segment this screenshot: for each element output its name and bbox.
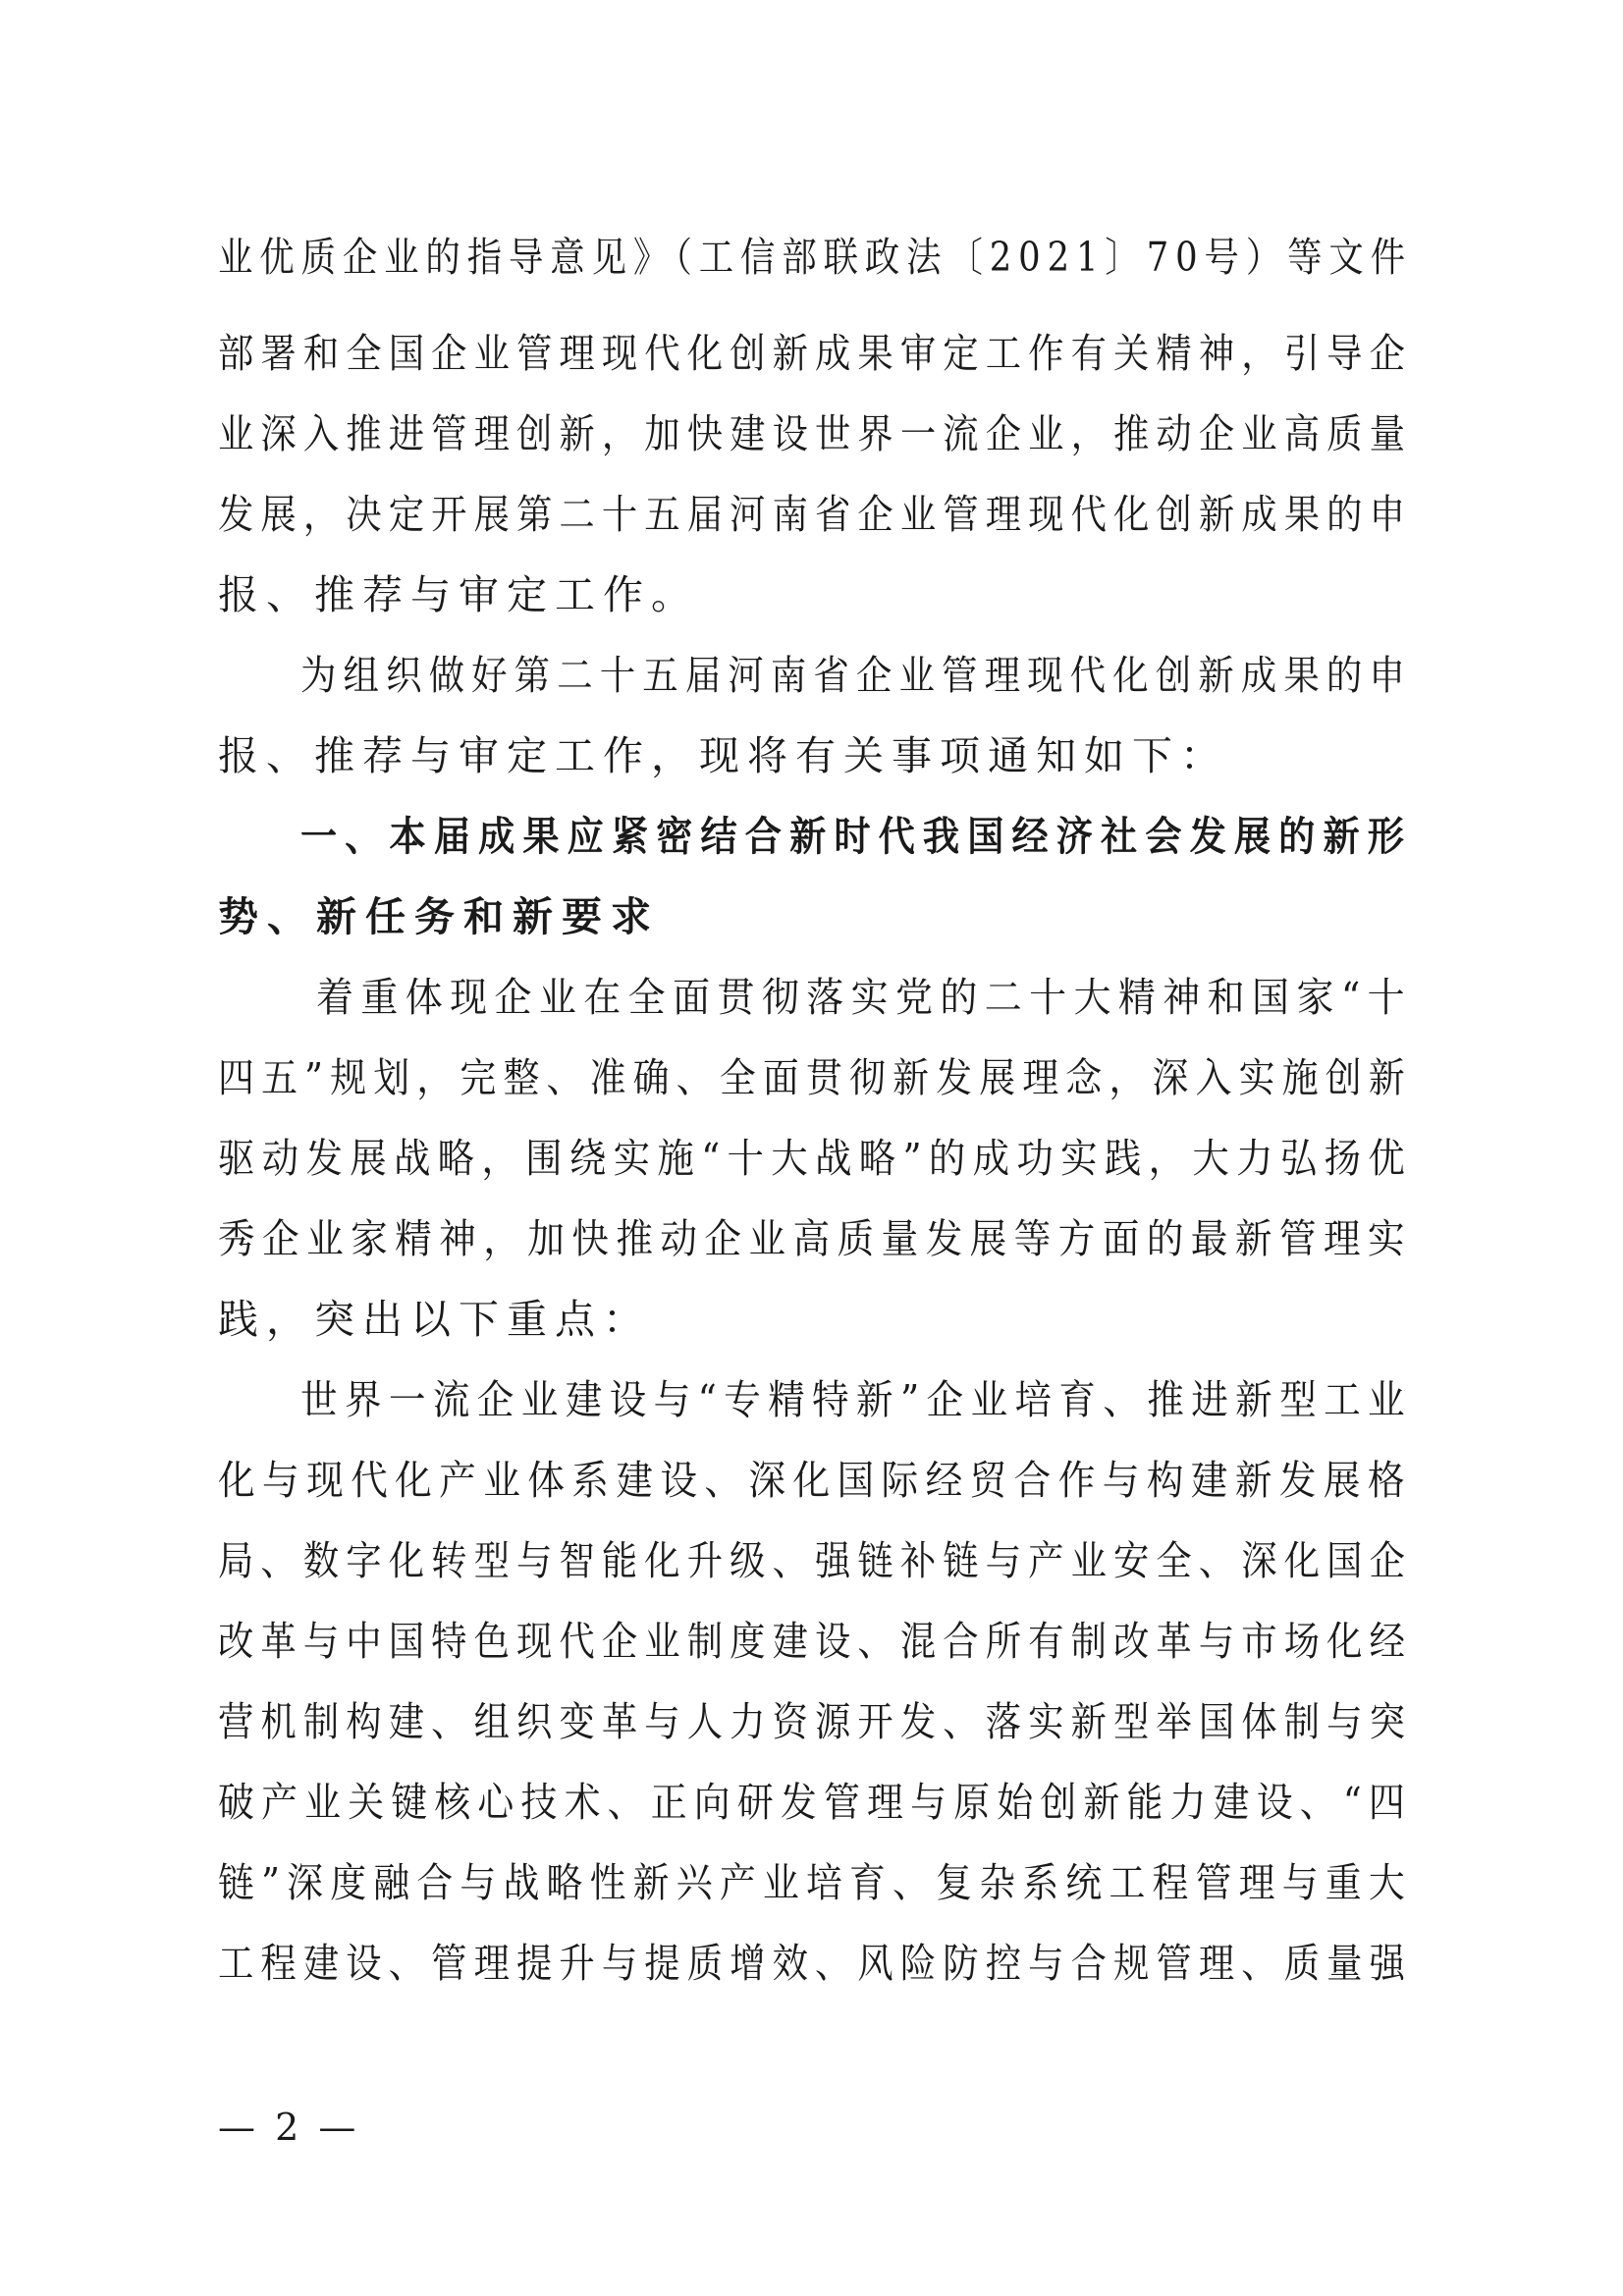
text-line: 四五”规划，完整、准确、全面贯彻新发展理念，深入实施创新 — [218, 1054, 1412, 1101]
text-line: 营机制构建、组织变革与人力资源开发、落实新型举国体制与突 — [218, 1698, 1413, 1745]
text-line: 着重体现企业在全面贯彻落实党的二十大精神和国家“十 — [316, 974, 1413, 1021]
text-line: 化与现代化产业体系建设、深化国际经贸合作与构建新发展格 — [218, 1457, 1412, 1504]
page-number: — 2 — — [218, 2106, 360, 2149]
text-line: 改革与中国特色现代企业制度建设、混合所有制改革与市场化经 — [218, 1618, 1413, 1665]
text-line: 部署和全国企业管理现代化创新成果审定工作有关精神，引导企 — [218, 330, 1413, 377]
paragraph4-line — [0, 1370, 1623, 1429]
text-line: 破产业关键核心技术、正向研发管理与原始创新能力建设、“四 — [218, 1779, 1412, 1826]
text-line: 发展，决定开展第二十五届河南省企业管理现代化创新成果的申 — [218, 491, 1413, 538]
text-line: 业深入推进管理创新，加快建设世界一流企业，推动企业高质量 — [218, 410, 1413, 457]
paragraph1-line — [0, 565, 1623, 624]
section-heading — [0, 887, 1623, 946]
text-line: 局、数字化转型与智能化升级、强链补链与产业安全、深化国企 — [218, 1537, 1413, 1584]
paragraph1-line — [0, 485, 1623, 544]
text-line: 践，突出以下重点： — [218, 1296, 651, 1343]
paragraph3-line — [0, 968, 1623, 1027]
paragraph4-line — [0, 1531, 1623, 1590]
paragraph4-line — [0, 1451, 1623, 1510]
paragraph4-line — [0, 1853, 1623, 1912]
text-line: 业优质企业的指导意见》（工信部联政法〔2021〕70号）等文件 — [218, 234, 1412, 281]
text-line: 为组织做好第二十五届河南省企业管理现代化创新成果的申 — [300, 652, 1412, 699]
paragraph4-line — [0, 1934, 1623, 1993]
paragraph2-line — [0, 646, 1623, 705]
paragraph4-line — [0, 1612, 1623, 1671]
paragraph1-line — [0, 228, 1623, 287]
heading-line: 势、新任务和新要求 — [218, 893, 660, 940]
paragraph2-line — [0, 726, 1623, 785]
text-line: 报、推荐与审定工作，现将有关事项通知如下： — [218, 732, 1228, 779]
paragraph4-line — [0, 1692, 1623, 1751]
text-line: 链”深度融合与战略性新兴产业培育、复杂系统工程管理与重大 — [218, 1859, 1412, 1906]
text-line: 驱动发展战略，围绕实施“十大战略”的成功实践，大力弘扬优 — [218, 1135, 1413, 1182]
text-line: 世界一流企业建设与“专精特新”企业培育、推进新型工业 — [300, 1376, 1412, 1423]
paragraph3-line — [0, 1048, 1623, 1107]
paragraph3-line — [0, 1129, 1623, 1188]
heading-line: 一、本届成果应紧密结合新时代我国经济社会发展的新形 — [300, 813, 1412, 860]
text-line: 报、推荐与审定工作。 — [218, 571, 699, 618]
paragraph3-line — [0, 1209, 1623, 1268]
paragraph3-line — [0, 1290, 1623, 1349]
paragraph1-line — [0, 324, 1623, 383]
paragraph1-line — [0, 404, 1623, 463]
text-line: 工程建设、管理提升与提质增效、风险防控与合规管理、质量强 — [218, 1940, 1413, 1987]
section-heading — [0, 807, 1623, 866]
text-line: 秀企业家精神，加快推动企业高质量发展等方面的最新管理实 — [218, 1215, 1412, 1262]
paragraph4-line — [0, 1773, 1623, 1832]
